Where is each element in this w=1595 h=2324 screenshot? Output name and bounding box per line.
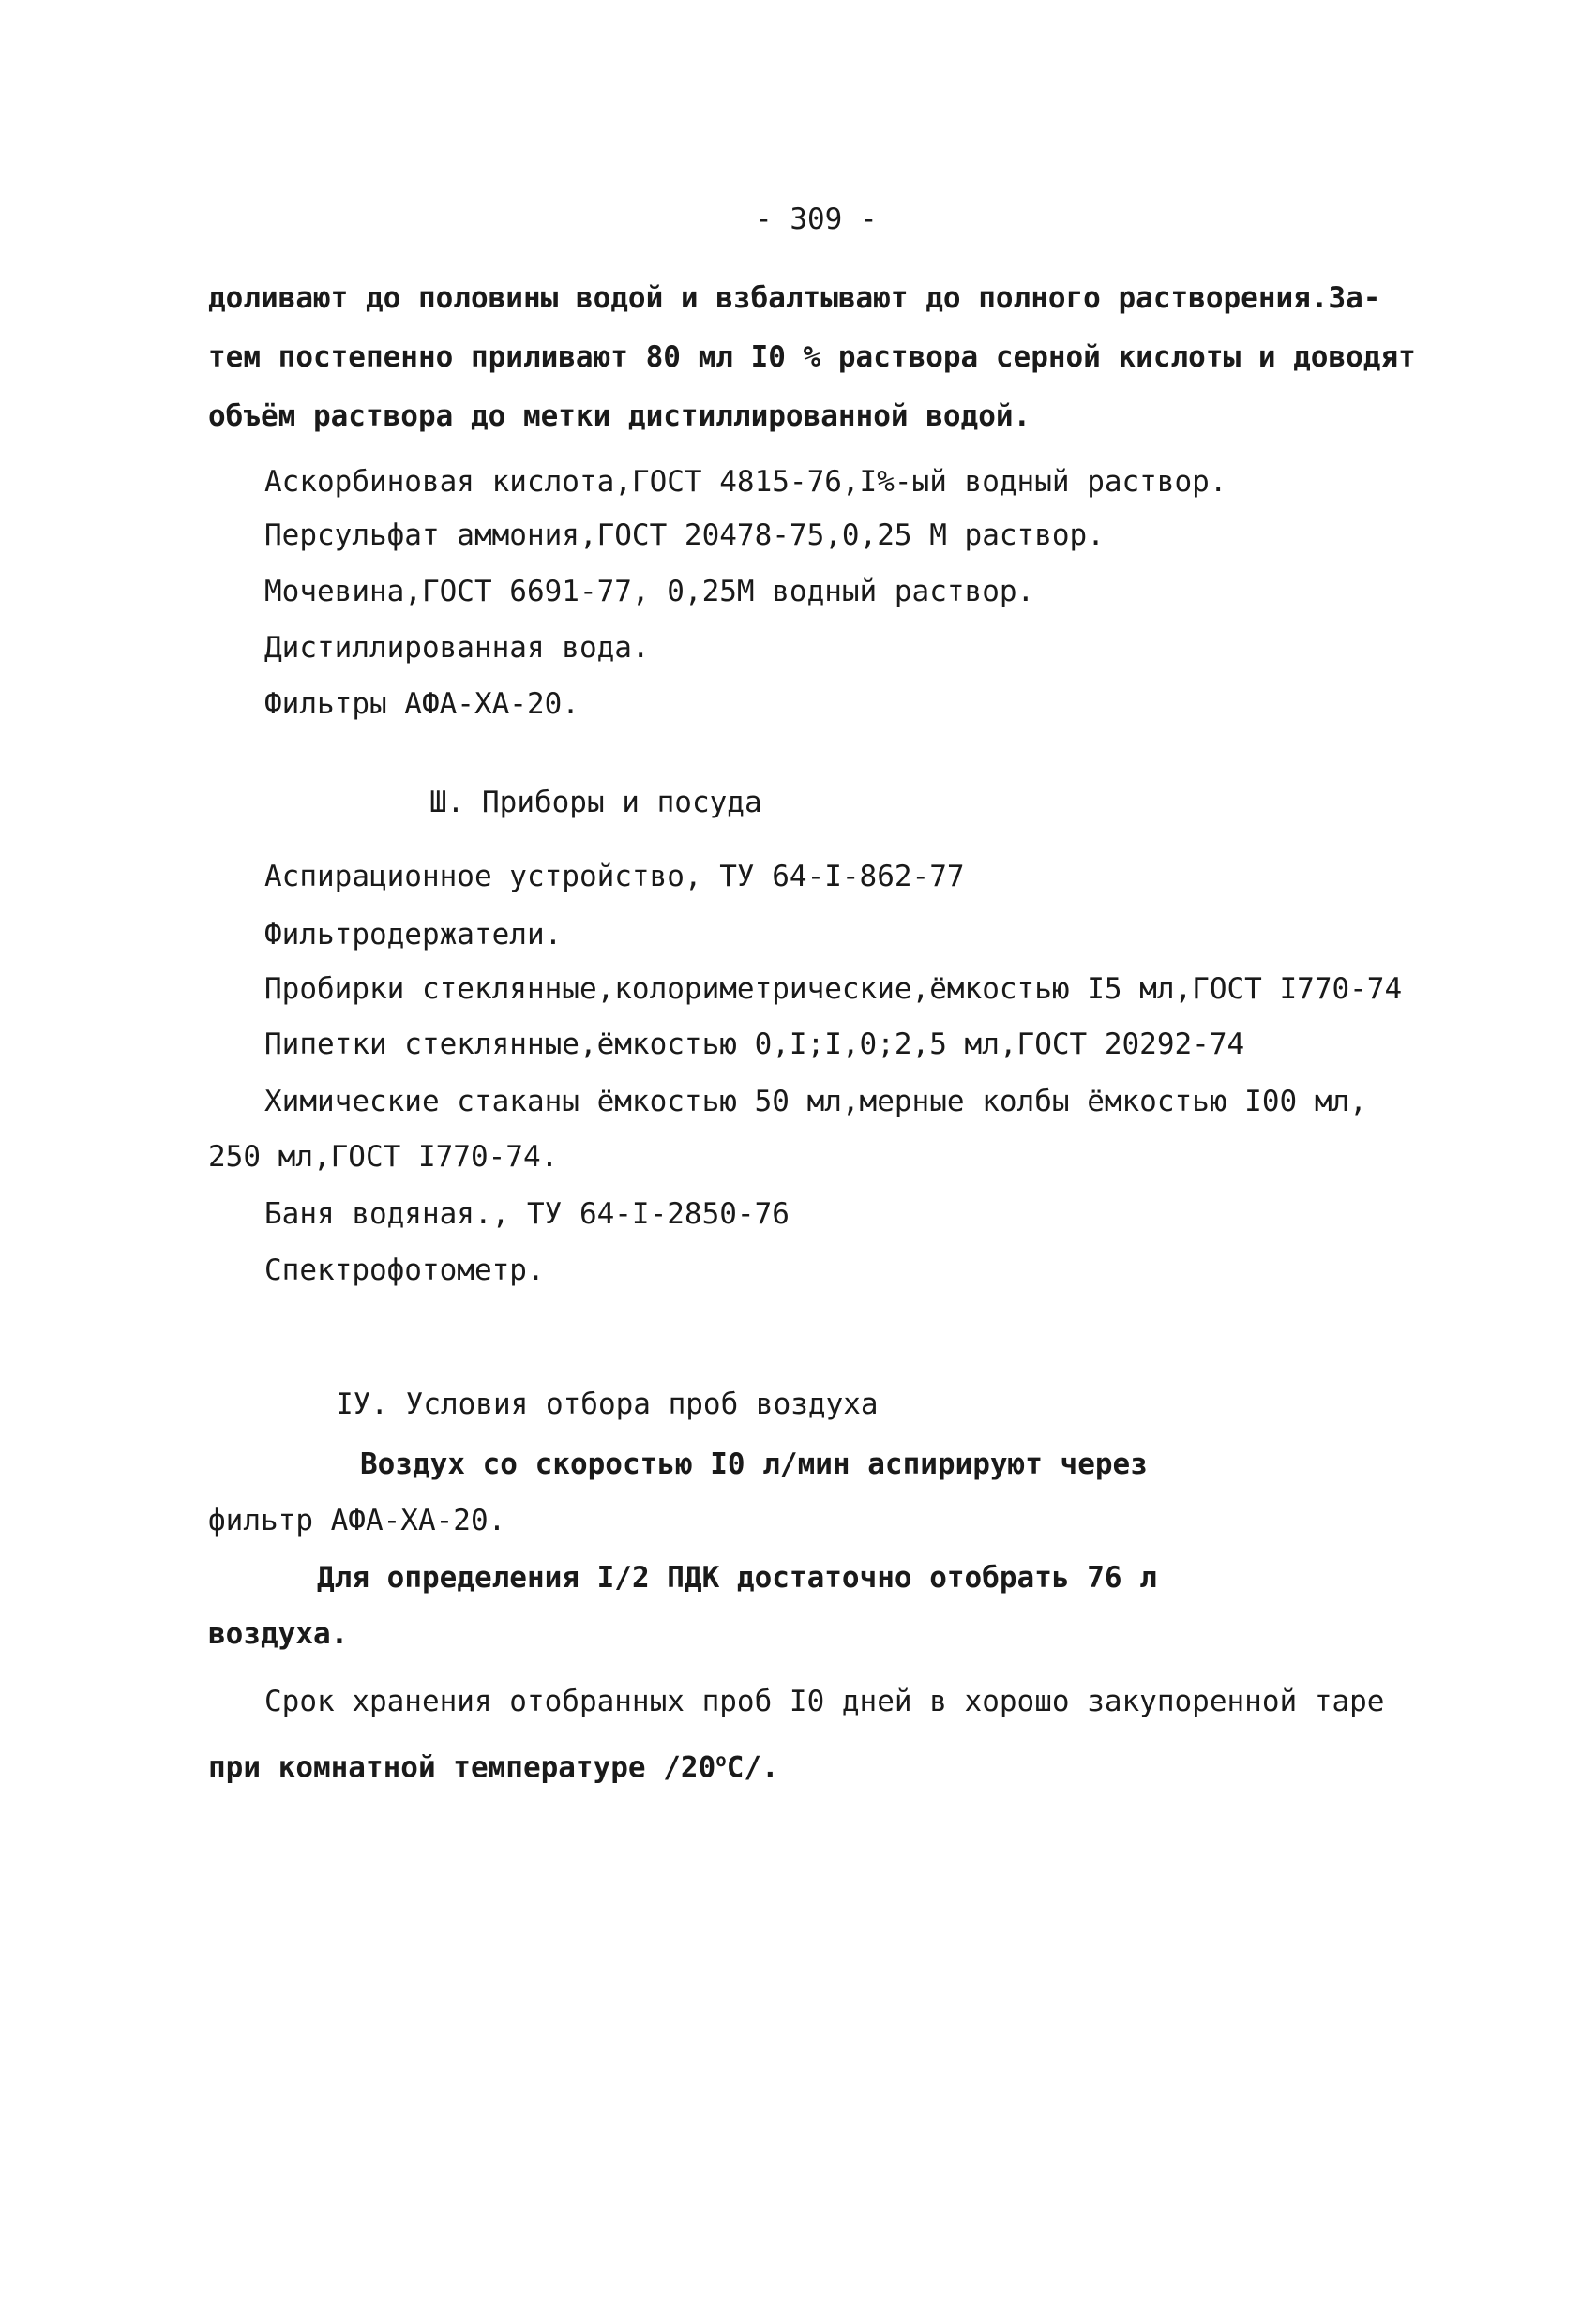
section-heading: Ш. Приборы и посуда <box>429 786 762 819</box>
reagent-item: Персульфат аммония,ГОСТ 20478-75,0,25 М раствор. <box>264 518 1105 552</box>
text-line: Срок хранения отобранных проб I0 дней в хорошо закупоренной таре <box>264 1685 1385 1718</box>
text-line: Для определения I/2 ПДК достаточно отобрать 76 л <box>317 1561 1157 1595</box>
degree-superscript: o <box>715 1750 727 1771</box>
text-line: Воздух со скоростью I0 л/мин аспирируют через <box>360 1447 1148 1481</box>
reagent-item: Аскорбиновая кислота,ГОСТ 4815-76,I%-ый водный раствор. <box>264 465 1227 499</box>
text-line: воздуха. <box>208 1617 349 1651</box>
reagent-item: Мочевина,ГОСТ 6691-77, 0,25М водный раствор. <box>264 575 1035 608</box>
equipment-item: Химические стаканы ёмкостью 50 мл,мерные колбы ёмкостью I00 мл, <box>264 1085 1367 1118</box>
equipment-item: Пипетки стеклянные,ёмкостью 0,I;I,0;2,5 мл,ГОСТ 20292-74 <box>264 1027 1245 1061</box>
equipment-item: Спектрофотометр. <box>264 1253 545 1287</box>
reagent-item: Дистиллированная вода. <box>264 631 650 665</box>
page-number: - 309 - <box>755 202 878 236</box>
text-line: фильтр АФА-ХА-20. <box>208 1504 506 1537</box>
text-line-temperature <box>208 1742 779 1786</box>
section-heading: ІУ. Условия отбора проб воздуха <box>336 1387 879 1421</box>
text-fragment: С/. <box>726 1750 779 1785</box>
equipment-item: Фильтродержатели. <box>264 918 563 952</box>
reagent-item: Фильтры АФА-ХА-20. <box>264 687 579 721</box>
equipment-item: 250 мл,ГОСТ I770-74. <box>208 1140 559 1174</box>
text-line: доливают до половины водой и взбалтывают до полного растворения.За- <box>208 281 1381 315</box>
text-fragment: при комнатной температуре /20 <box>208 1750 716 1785</box>
equipment-item: Баня водяная., ТУ 64-I-2850-76 <box>264 1197 790 1231</box>
equipment-item: Пробирки стеклянные,колориметрические,ёмкостью I5 мл,ГОСТ I770-74 <box>264 972 1403 1006</box>
text-line: тем постепенно приливают 80 мл I0 % раствора серной кислоты и доводят <box>208 340 1416 374</box>
text-line: объём раствора до метки дистиллированной водой. <box>208 399 1031 433</box>
equipment-item: Аспирационное устройство, ТУ 64-I-862-77 <box>264 860 965 893</box>
